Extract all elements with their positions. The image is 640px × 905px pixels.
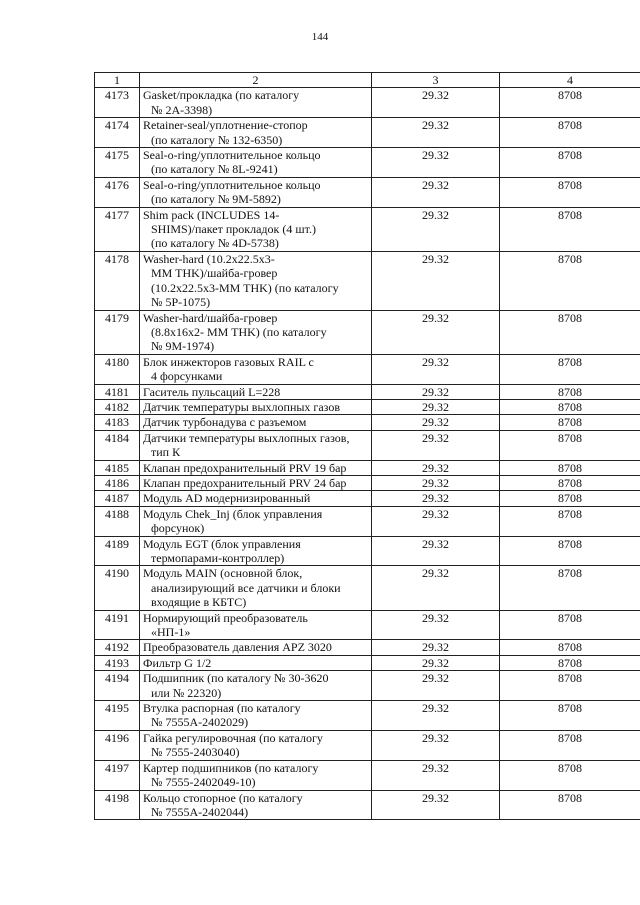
column-header-1: 1: [95, 73, 140, 88]
item-name-line: Клапан предохранительный PRV 24 бар: [143, 475, 347, 490]
item-name-line: Seal-o-ring/уплотнительное кольцо: [143, 148, 321, 163]
item-name: [140, 310, 372, 354]
table-row: [95, 566, 640, 610]
code-tnved: 8708: [500, 671, 640, 701]
code-okpd: 29.32: [372, 399, 500, 414]
code-okpd: 29.32: [372, 566, 500, 610]
item-name-line: Клапан предохранительный PRV 19 бар: [143, 460, 347, 475]
table-row: [95, 460, 640, 475]
header-row: [95, 73, 640, 88]
code-okpd: 29.32: [372, 730, 500, 760]
item-name-line: Модуль EGT (блок управления: [143, 536, 301, 551]
table-row: [95, 310, 640, 354]
item-name-line: Модуль AD модернизированный: [143, 491, 311, 506]
code-tnved: 8708: [500, 88, 640, 118]
code-tnved: 8708: [500, 415, 640, 430]
table-row: [95, 506, 640, 536]
table-row: [95, 491, 640, 506]
code-tnved: 8708: [500, 148, 640, 178]
code-okpd: 29.32: [372, 207, 500, 251]
item-name-line: Датчик турбонадува с разъемом: [143, 415, 307, 430]
code-okpd: 29.32: [372, 310, 500, 354]
code-tnved: 8708: [500, 475, 640, 490]
row-number: 4177: [95, 207, 140, 251]
code-okpd: 29.32: [372, 460, 500, 475]
item-name: [140, 671, 372, 701]
row-number: 4198: [95, 790, 140, 820]
row-number: 4176: [95, 177, 140, 207]
item-name-line: Преобразователь давления APZ 3020: [143, 640, 332, 655]
code-tnved: 8708: [500, 760, 640, 790]
item-name-line: Датчик температуры выхлопных газов: [143, 399, 341, 414]
item-name: [140, 790, 372, 820]
row-number: 4187: [95, 491, 140, 506]
item-name-line: № 7555А-2402044): [151, 804, 249, 819]
page-number: 144: [311, 31, 329, 43]
code-okpd: 29.32: [372, 506, 500, 536]
item-name-line: № 2A-3398): [151, 102, 213, 117]
table-row: [95, 207, 640, 251]
item-name-line: № 5P-1075): [151, 295, 211, 310]
code-okpd: 29.32: [372, 251, 500, 310]
item-name: [140, 354, 372, 384]
item-name: [140, 506, 372, 536]
row-number: 4179: [95, 310, 140, 354]
item-name: [140, 148, 372, 178]
table-row: [95, 730, 640, 760]
code-tnved: 8708: [500, 354, 640, 384]
item-name-line: Seal-o-ring/уплотнительное кольцо: [143, 177, 321, 192]
code-tnved: 8708: [500, 790, 640, 820]
item-name-line: SHIMS)/пакет прокладок (4 шт.): [151, 222, 316, 237]
column-header-3: 3: [372, 73, 500, 88]
code-okpd: 29.32: [372, 655, 500, 670]
item-name-line: анализирующий все датчики и блоки: [151, 580, 341, 595]
item-name: [140, 536, 372, 566]
table-body: [95, 88, 640, 820]
item-name-line: Модуль MAIN (основной блок,: [143, 566, 303, 581]
table-row: [95, 655, 640, 670]
item-name: [140, 475, 372, 490]
row-number: 4190: [95, 566, 140, 610]
code-okpd: 29.32: [372, 536, 500, 566]
item-name-line: Кольцо стопорное (по каталогу: [143, 790, 303, 805]
code-okpd: 29.32: [372, 384, 500, 399]
item-name: [140, 177, 372, 207]
item-name: [140, 460, 372, 475]
item-name-line: тип К: [151, 445, 181, 460]
item-name-line: Фильтр G 1/2: [143, 655, 212, 670]
row-number: 4194: [95, 671, 140, 701]
row-number: 4182: [95, 399, 140, 414]
code-tnved: 8708: [500, 399, 640, 414]
code-okpd: 29.32: [372, 491, 500, 506]
table-row: [95, 118, 640, 148]
item-name-line: (по каталогу № 9M-5892): [151, 192, 281, 207]
table-row: [95, 790, 640, 820]
item-name: [140, 251, 372, 310]
code-tnved: 8708: [500, 251, 640, 310]
table-row: [95, 640, 640, 655]
table-row: [95, 430, 640, 460]
code-tnved: 8708: [500, 701, 640, 731]
item-name-line: Гаситель пульсаций L=228: [143, 384, 281, 399]
table-row: [95, 148, 640, 178]
item-name-line: (по каталогу № 132-6350): [151, 132, 283, 147]
column-header-2: 2: [140, 73, 372, 88]
row-number: 4188: [95, 506, 140, 536]
code-tnved: 8708: [500, 640, 640, 655]
code-okpd: 29.32: [372, 475, 500, 490]
row-number: 4183: [95, 415, 140, 430]
item-name: [140, 760, 372, 790]
item-name-line: входящие в КБТС): [151, 595, 247, 610]
table-row: [95, 354, 640, 384]
code-okpd: 29.32: [372, 430, 500, 460]
row-number: 4174: [95, 118, 140, 148]
item-name-line: 4 форсунками: [151, 369, 223, 384]
table-row: [95, 88, 640, 118]
item-name-line: Датчики температуры выхлопных газов,: [143, 430, 350, 445]
code-okpd: 29.32: [372, 610, 500, 640]
item-name: [140, 415, 372, 430]
table-row: [95, 671, 640, 701]
item-name-line: термопарами-контроллер): [151, 551, 285, 565]
item-name-line: Washer-hard/шайба-гровер: [143, 310, 278, 325]
item-name: [140, 610, 372, 640]
item-name: [140, 701, 372, 731]
row-number: 4196: [95, 730, 140, 760]
item-name-line: «НП-1»: [151, 625, 191, 640]
item-name-line: или № 22320): [151, 685, 222, 700]
item-name-line: (8.8x16x2- MM THK) (по каталогу: [151, 324, 327, 339]
item-name-line: Gasket/прокладка (по каталогу: [143, 88, 300, 103]
row-number: 4175: [95, 148, 140, 178]
code-okpd: 29.32: [372, 760, 500, 790]
code-okpd: 29.32: [372, 415, 500, 430]
item-name-line: Нормирующий преобразователь: [143, 610, 308, 625]
row-number: 4180: [95, 354, 140, 384]
item-name: [140, 207, 372, 251]
code-okpd: 29.32: [372, 354, 500, 384]
code-tnved: 8708: [500, 430, 640, 460]
item-name-line: Shim pack (INCLUDES 14-: [143, 207, 280, 222]
item-name-line: (10.2x22.5x3-MM THK) (по каталогу: [151, 280, 339, 295]
table-row: [95, 177, 640, 207]
table-row: [95, 399, 640, 414]
code-tnved: 8708: [500, 506, 640, 536]
code-okpd: 29.32: [372, 148, 500, 178]
item-name-line: № 7555-2402049-10): [151, 775, 256, 790]
row-number: 4185: [95, 460, 140, 475]
code-tnved: 8708: [500, 384, 640, 399]
table-row: [95, 415, 640, 430]
row-number: 4184: [95, 430, 140, 460]
item-name-line: Подшипник (по каталогу № 30-3620: [143, 671, 329, 686]
item-name-line: (по каталогу № 8L-9241): [151, 162, 278, 177]
code-okpd: 29.32: [372, 671, 500, 701]
row-number: 4195: [95, 701, 140, 731]
table-row: [95, 251, 640, 310]
item-name-line: Retainer-seal/уплотнение-стопор: [143, 118, 308, 133]
code-tnved: 8708: [500, 177, 640, 207]
code-tnved: 8708: [500, 207, 640, 251]
row-number: 4173: [95, 88, 140, 118]
item-name: [140, 399, 372, 414]
code-tnved: 8708: [500, 536, 640, 566]
item-name-line: № 7555А-2402029): [151, 715, 249, 730]
code-tnved: 8708: [500, 310, 640, 354]
code-tnved: 8708: [500, 491, 640, 506]
code-okpd: 29.32: [372, 88, 500, 118]
item-name: [140, 88, 372, 118]
code-tnved: 8708: [500, 730, 640, 760]
item-name-line: Модуль Chek_Inj (блок управления: [143, 506, 323, 521]
code-tnved: 8708: [500, 566, 640, 610]
item-name-line: № 7555-2403040): [151, 745, 240, 760]
item-name: [140, 640, 372, 655]
item-name: [140, 566, 372, 610]
item-name-line: Картер подшипников (по каталогу: [143, 760, 319, 775]
code-okpd: 29.32: [372, 790, 500, 820]
item-name: [140, 118, 372, 148]
row-number: 4186: [95, 475, 140, 490]
row-number: 4197: [95, 760, 140, 790]
item-name-line: форсунок): [151, 521, 205, 536]
item-name-line: MM THK)/шайба-гровер: [151, 266, 278, 281]
code-okpd: 29.32: [372, 640, 500, 655]
table-row: [95, 610, 640, 640]
item-name: [140, 730, 372, 760]
row-number: 4189: [95, 536, 140, 566]
item-name-line: (по каталогу № 4D-5738): [151, 236, 279, 251]
item-name-line: Втулка распорная (по каталогу: [143, 701, 301, 716]
table-row: [95, 701, 640, 731]
item-name: [140, 384, 372, 399]
item-name-line: Гайка регулировочная (по каталогу: [143, 730, 323, 745]
code-tnved: 8708: [500, 655, 640, 670]
item-name-line: № 9M-1974): [151, 339, 215, 354]
code-okpd: 29.32: [372, 118, 500, 148]
table-row: [95, 475, 640, 490]
code-tnved: 8708: [500, 118, 640, 148]
code-okpd: 29.32: [372, 177, 500, 207]
table-row: [95, 384, 640, 399]
row-number: 4178: [95, 251, 140, 310]
row-number: 4193: [95, 655, 140, 670]
item-name: [140, 491, 372, 506]
code-tnved: 8708: [500, 460, 640, 475]
item-name: [140, 655, 372, 670]
row-number: 4181: [95, 384, 140, 399]
table-row: [95, 760, 640, 790]
code-tnved: 8708: [500, 610, 640, 640]
item-name: [140, 430, 372, 460]
goods-table: [94, 72, 640, 820]
column-header-4: 4: [500, 73, 640, 88]
code-okpd: 29.32: [372, 701, 500, 731]
row-number: 4192: [95, 640, 140, 655]
item-name-line: Блок инжекторов газовых RAIL с: [143, 354, 314, 369]
table-row: [95, 536, 640, 566]
item-name-line: Washer-hard (10.2x22.5x3-: [143, 251, 275, 266]
row-number: 4191: [95, 610, 140, 640]
